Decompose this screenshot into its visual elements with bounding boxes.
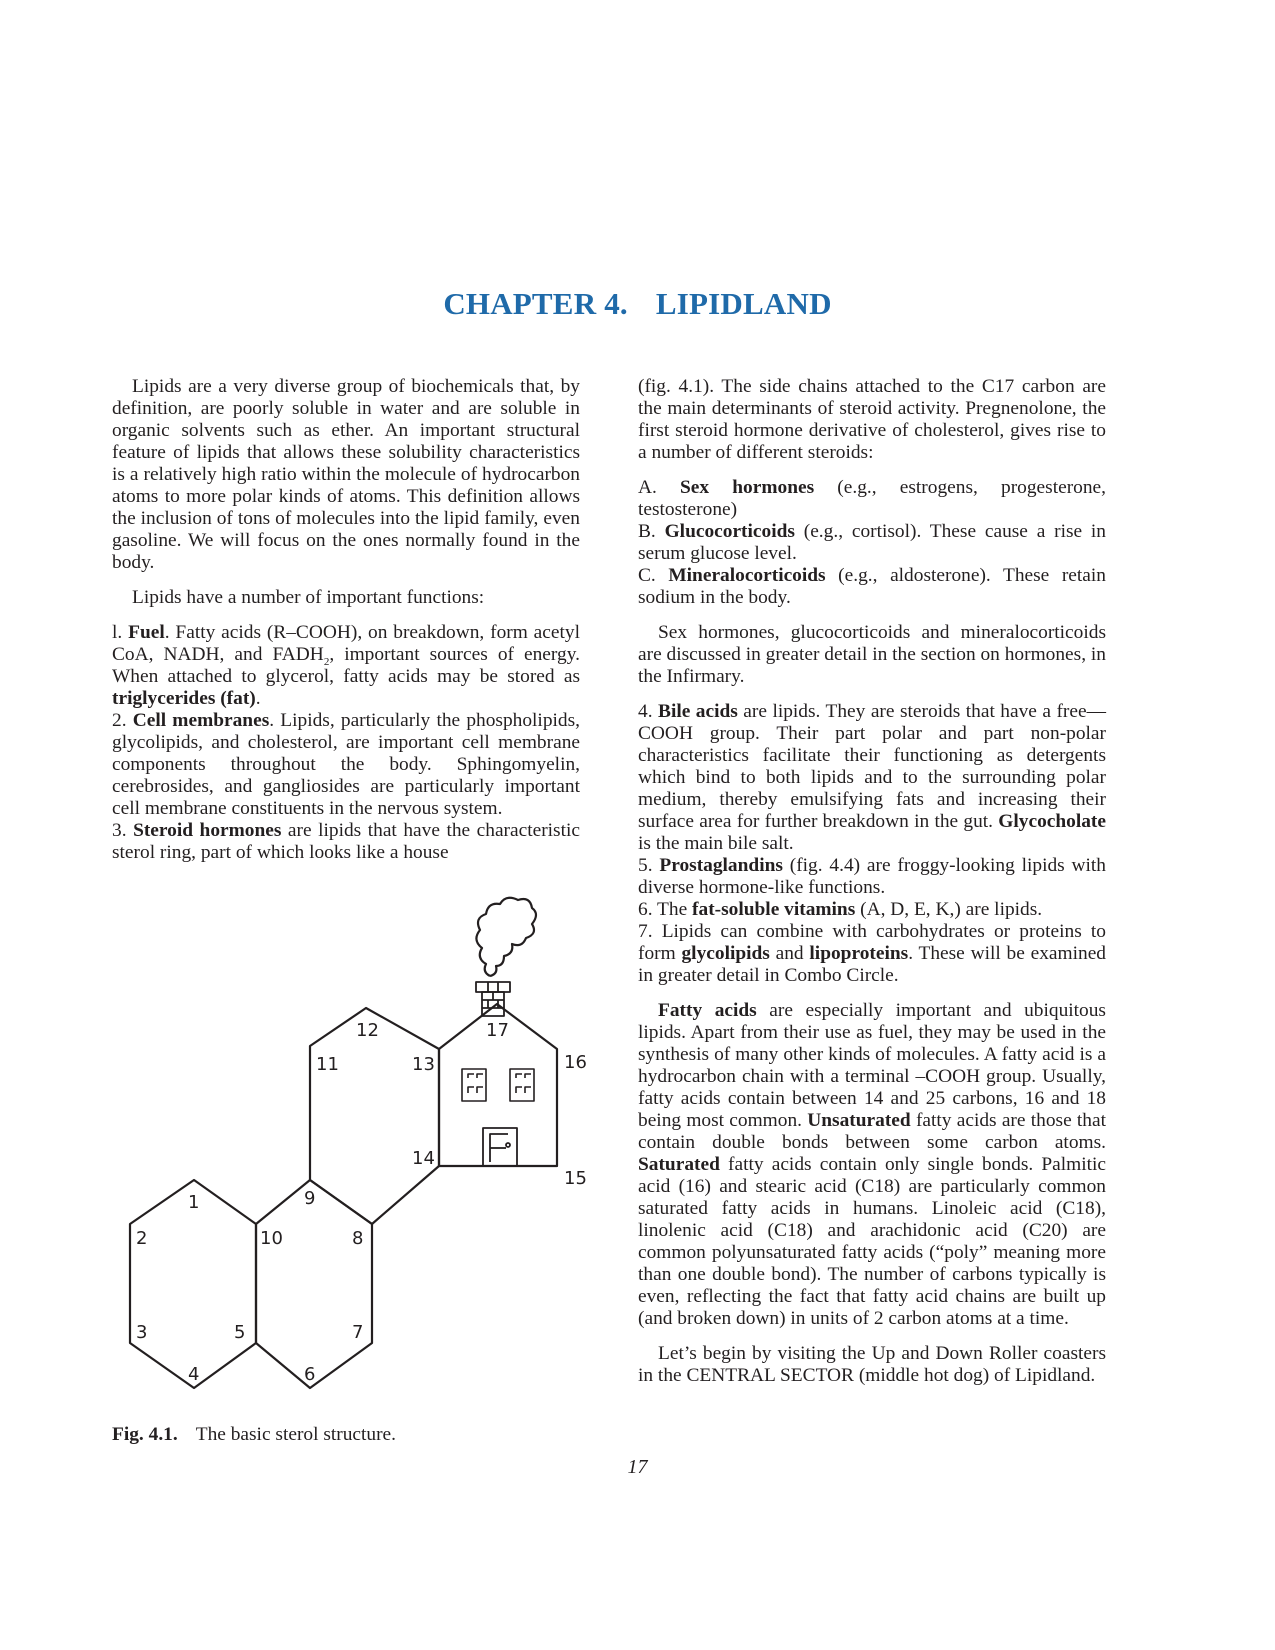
carbon-label-16: 16: [564, 1052, 587, 1073]
hormones-note: Sex hormones, glucocorticoids and mineralocorticoids are discussed in greater detail in the section on hormones, in the Infirmary.: [638, 622, 1106, 687]
carbon-label-7: 7: [352, 1322, 364, 1343]
figure-caption: [112, 1424, 396, 1446]
function-item-bile-acids: 4. Bile acids are lipids. They are steroids that have a free—COOH group. Their part polar and part non-polar characteristics facilitate their functioning as detergents which bind to both lipids and to the surrounding polar medium, thereby emulsifying fats and increasing their surface area for further breakdown in the gut. Glycocholate is the main bile salt.: [638, 701, 1106, 854]
carbon-label-5: 5: [234, 1322, 246, 1343]
carbon-label-8: 8: [352, 1228, 364, 1249]
term-cell-membranes: Cell membranes: [132, 710, 270, 731]
steroid-item-mineralocorticoids: C. Mineralocorticoids (e.g., aldosterone). These retain sodium in the body.: [638, 565, 1106, 608]
steroid-continuation: (fig. 4.1). The side chains attached to the C17 carbon are the main determinants of steroid activity. Pregnenolone, the first steroid hormone derivative of cholesterol, gives rise to a number of different steroids:: [638, 376, 1106, 463]
carbon-label-10: 10: [260, 1228, 283, 1249]
carbon-label-4: 4: [188, 1364, 200, 1385]
sterol-structure-diagram: [112, 900, 587, 1400]
function-item-prostaglandins: 5. Prostaglandins (fig. 4.4) are froggy-looking lipids with diverse hormone-like functions.: [638, 855, 1106, 898]
chapter-number: CHAPTER 4.: [443, 286, 628, 321]
figure-caption-text: The basic sterol structure.: [195, 1424, 397, 1445]
window-icon: [462, 1069, 534, 1101]
functions-intro: Lipids have a number of important functions:: [132, 587, 485, 608]
steroid-item-glucocorticoids: B. Glucocorticoids (e.g., cortisol). These cause a rise in serum glucose level.: [638, 521, 1106, 564]
term-triglycerides: triglycerides (fat): [112, 688, 256, 709]
figure-caption-label: Fig. 4.1.: [112, 1424, 178, 1445]
carbon-label-11: 11: [316, 1054, 339, 1075]
right-column: [638, 376, 1106, 1387]
page-number: 17: [627, 1456, 648, 1478]
steroid-item-sex-hormones: A. Sex hormones (e.g., estrogens, progesterone, testosterone): [638, 477, 1106, 520]
function-item-fuel: l. Fuel. Fatty acids (R–COOH), on breakdown, form acetyl CoA, NADH, and $FADH_2$, important sources of energy. When attached to glycerol, fatty acids may be stored as triglycerides (fat).: [112, 622, 580, 709]
door-icon: [483, 1128, 517, 1166]
carbon-label-6: 6: [304, 1364, 316, 1385]
carbon-label-12: 12: [356, 1020, 379, 1041]
carbon-label-3: 3: [136, 1322, 148, 1343]
carbon-label-17: 17: [486, 1020, 509, 1041]
carbon-label-13: 13: [412, 1054, 435, 1075]
chapter-name: LIPIDLAND: [655, 286, 832, 321]
intro-paragraph: Lipids are a very diverse group of biochemicals that, by definition, are poorly soluble in water and are soluble in organic solvents such as ether. An important structural feature of lipids that allows these solubility characteristics is a relatively high ratio within the molecule of hydrocarbon atoms to more polar kinds of atoms. This definition allows the inclusion of tons of molecules into the lipid family, even gasoline. We will focus on the ones normally found in the body.: [112, 376, 580, 573]
left-column: [112, 376, 580, 864]
carbon-label-15: 15: [564, 1168, 587, 1189]
function-item-vitamins: 6. The fat-soluble vitamins (A, D, E, K,) are lipids.: [638, 899, 1043, 920]
closing-paragraph: Let’s begin by visiting the Up and Down Roller coasters in the CENTRAL SECTOR (middle hot dog) of Lipidland.: [638, 1343, 1106, 1386]
function-item-steroid-hormones: 3. Steroid hormones are lipids that have the characteristic sterol ring, part of which looks like a house: [112, 820, 580, 863]
chapter-title: [0, 286, 1275, 322]
term-steroid-hormones: Steroid hormones: [133, 820, 282, 841]
chimney-icon: [476, 982, 510, 1016]
function-item-combinations: 7. Lipids can combine with carbohydrates or proteins to form glycolipids and lipoproteins. These will be examined in greater detail in Combo Circle.: [638, 921, 1106, 986]
smoke-icon: [476, 898, 536, 976]
carbon-label-14: 14: [412, 1148, 435, 1169]
function-item-cell-membranes: 2. Cell membranes. Lipids, particularly the phospholipids, glycolipids, and cholesterol, are important cell membrane components throughout the body. Sphingomyelin, cerebrosides, and gangliosides are particularly important cell membrane constituents in the nervous system.: [112, 710, 580, 819]
carbon-label-9: 9: [304, 1188, 316, 1209]
term-fuel: Fuel: [128, 622, 165, 643]
carbon-label-1: 1: [188, 1192, 200, 1213]
fatty-acids-paragraph: Fatty acids are especially important and ubiquitous lipids. Apart from their use as fuel, they may be used in the synthesis of many other kinds of molecules. A fatty acid is a hydrocarbon chain with a terminal –COOH group. Usually, fatty acids contain between 14 and 25 carbons, 16 and 18 being most common. Unsaturated fatty acids are those that contain double bonds between some carbon atoms. Saturated fatty acids contain only single bonds. Palmitic acid (16) and stearic acid (C18) are particularly common saturated fatty acids in humans. Linoleic acid (C18), linolenic acid (C18) and arachidonic acid (C20) are common polyunsaturated fatty acids (“poly” meaning more than one double bond). The number of carbons typically is even, reflecting the fact that fatty acid chains are built up (and broken down) in units of 2 carbon atoms at a time.: [638, 1000, 1106, 1329]
sterol-figure: [112, 900, 587, 1400]
carbon-label-2: 2: [136, 1228, 148, 1249]
